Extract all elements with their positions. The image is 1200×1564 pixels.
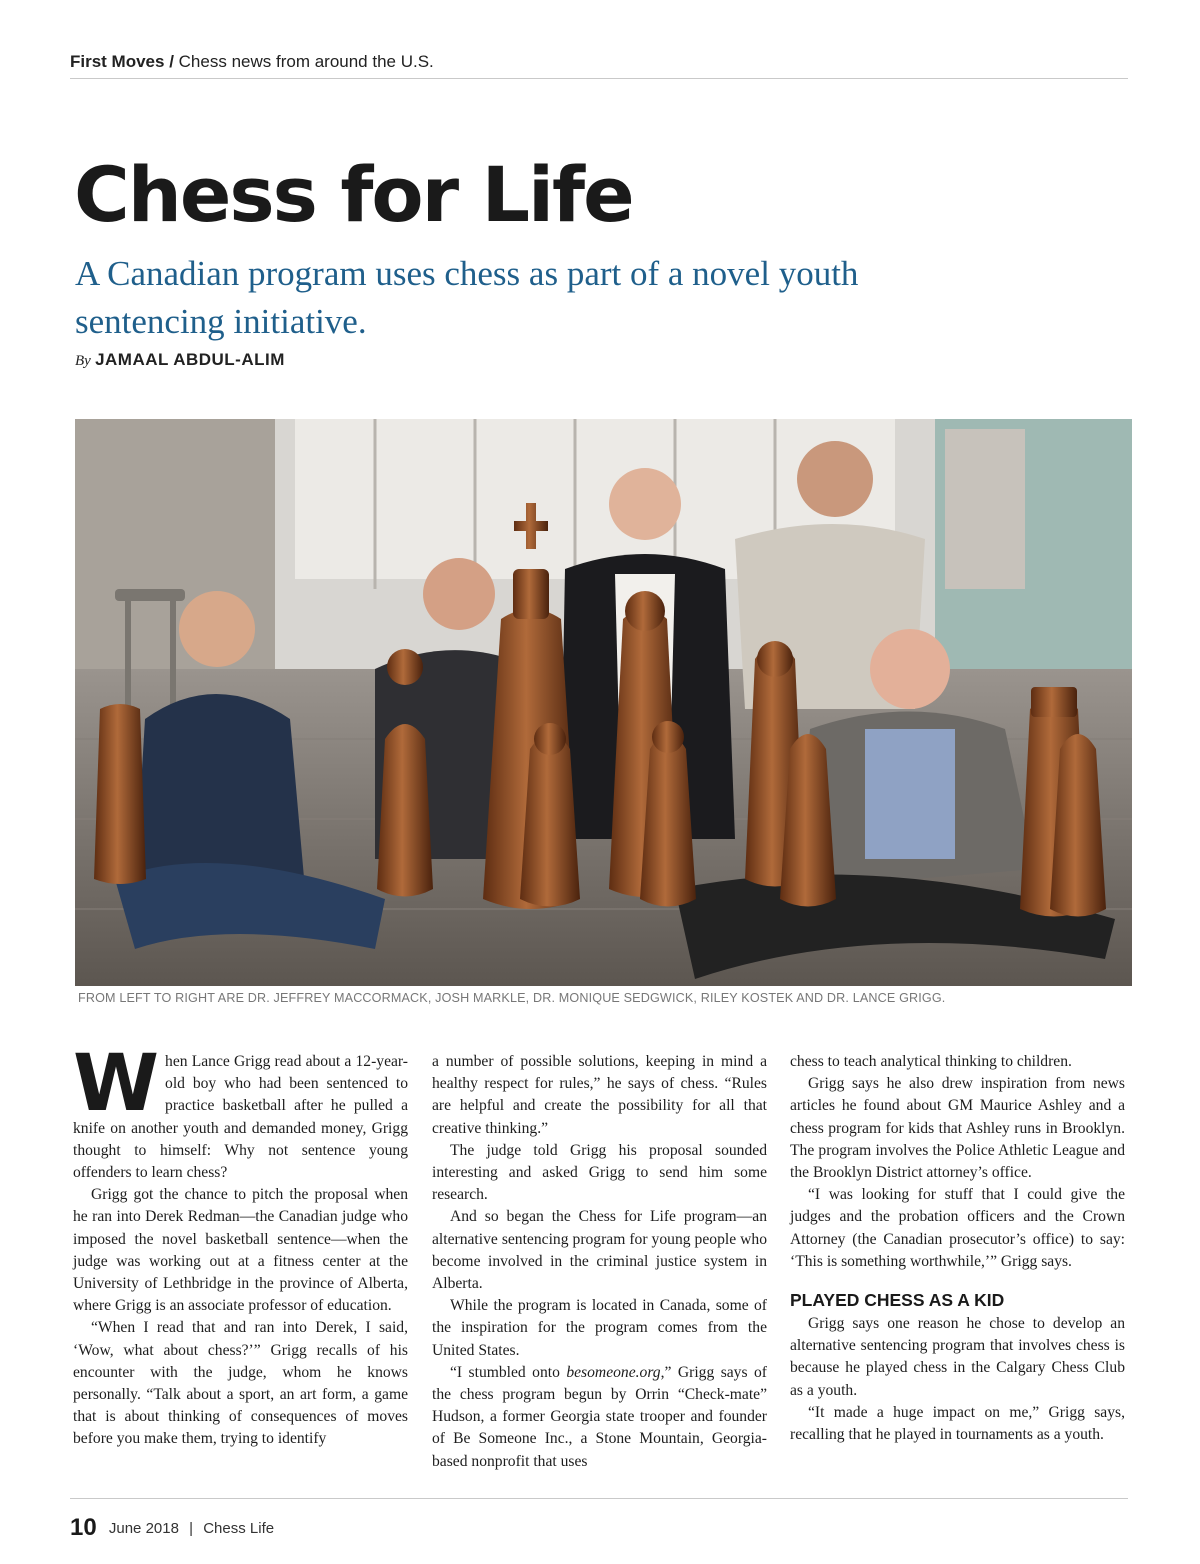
article-photo [75,419,1132,986]
byline-author: JAMAAL ABDUL-ALIM [95,350,285,369]
section-name: First Moves / [70,52,174,71]
page-footer [70,1514,274,1542]
body-paragraph: Grigg says one reason he chose to develop an alternative sentencing program that involves chess is because he played chess in the Calgary Chess Club as a youth. [790,1315,1125,1399]
group-photo-illustration [75,419,1132,986]
byline-prefix: By [75,353,91,369]
body-column-2 [432,1051,767,1473]
section-subtitle: Chess news from around the U.S. [178,52,434,71]
website-reference: besomeone.org [566,1363,661,1381]
body-paragraph: Grigg got the chance to pitch the proposal when he ran into Derek Redman—the Canadian judge who imposed the novel basketball sentence—when the judge was working out at a fitness center at the University of Lethbridge in the province of Alberta, where Grigg is an associate professor of education. [73,1186,408,1315]
body-column-3 [790,1051,1125,1446]
body-paragraph: While the program is located in Canada, some of the inspiration for the program comes from the United States. [432,1297,767,1359]
body-paragraph: “When I read that and ran into Derek, I said, ‘Wow, what about chess?’” Grigg recalls of his encounter with the judge, whom he knows personally. “Talk about a sport, an art form, a game that is about thinking of consequences of moves before you make them, trying to identify [73,1319,408,1448]
body-paragraph: The judge told Grigg his proposal sounded interesting and asked Grigg to send him some research. [432,1141,767,1204]
footer-rule [70,1498,1128,1499]
body-paragraph: Grigg says he also drew inspiration from news articles he found about GM Maurice Ashley and a chess program for kids that Ashley runs in Brooklyn. The program involves the Police Athletic League and the Brooklyn District attorney’s office. [790,1075,1125,1182]
body-paragraph: “I stumbled onto besomeone.org,” Grigg says of the chess program begun by Orrin “Check-mate” Hudson, a former Georgia state trooper and founder of Be Someone Inc., a Stone Mountain, Georgia-based nonprofit that uses [432,1363,767,1470]
body-paragraph: a number of possible solutions, keeping in mind a healthy respect for rules,” he says of chess. “Rules are helpful and create the possibility for all that creative thinking.” [432,1053,767,1137]
body-column-1 [73,1039,408,1451]
issue-date: June 2018 [108,1520,179,1537]
byline [75,350,285,370]
body-paragraph: chess to teach analytical thinking to children. [790,1053,1072,1070]
article-dek: A Canadian program uses chess as part of a novel youth sentencing initiative. [75,254,859,341]
drop-cap: W [73,1039,160,1129]
body-paragraph: “I was looking for stuff that I could give the judges and the probation officers and the Crown Attorney (the Canadian prosecutor’s office) to say: ‘This is something worthwhile,’” Grigg says. [790,1186,1125,1270]
article-title: Chess for Life [74,150,633,239]
body-paragraph: And so began the Chess for Life program—an alternative sentencing program for young people who become involved in the criminal justice system in Alberta. [432,1208,767,1293]
section-header [70,52,1128,79]
photo-caption: FROM LEFT TO RIGHT ARE DR. JEFFREY MACCORMACK, JOSH MARKLE, DR. MONIQUE SEDGWICK, RILEY KOSTEK AND DR. LANCE GRIGG. [78,991,946,1005]
body-paragraph: “It made a huge impact on me,” Grigg says, recalling that he played in tournaments as a youth. [790,1403,1125,1444]
magazine-name: Chess Life [203,1520,275,1537]
page-number: 10 [70,1514,97,1541]
footer-separator: | [189,1520,194,1537]
section-subhead: PLAYED CHESS AS A KID [790,1290,1005,1311]
body-paragraph: When Lance Grigg read about a 12-year-old boy who had been sentenced to practice basketball after he pulled a knife on another youth and demanded money, Grigg thought to himself: Why not sentence young offenders to learn chess? [73,1039,408,1182]
